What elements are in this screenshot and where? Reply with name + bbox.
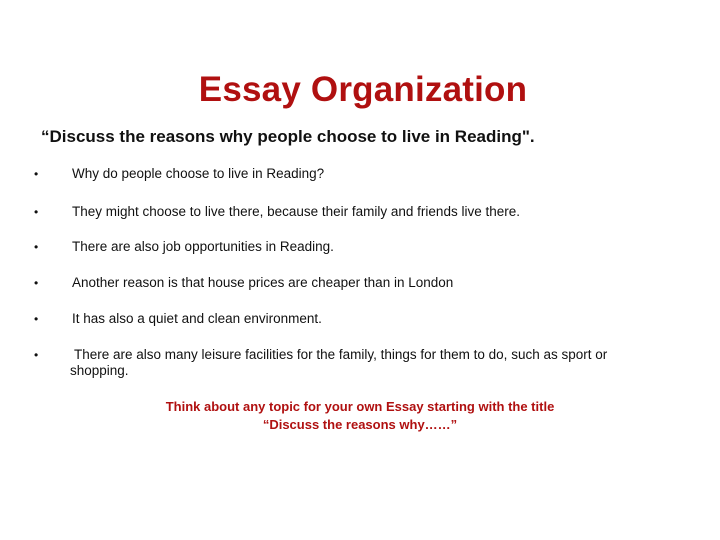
list-item: [34, 239, 654, 255]
list-item: [34, 275, 654, 291]
footer-line-1: Think about any topic for your own Essay starting with the title: [165, 399, 555, 414]
list-item: [34, 166, 654, 182]
list-item: [34, 311, 654, 327]
list-item: [34, 204, 654, 220]
bullet-icon: •: [34, 167, 39, 181]
bullet-icon: •: [34, 240, 39, 254]
list-item: [34, 347, 654, 379]
bullet-text: There are also many leisure facilities for the family, things for them to do, such as sport or shopping.: [70, 347, 608, 378]
bullet-text: They might choose to live there, because their family and friends live there.: [72, 204, 520, 219]
bullet-icon: •: [34, 205, 39, 219]
page-title: Essay Organization: [198, 70, 528, 109]
essay-question: “Discuss the reasons why people choose to live in Reading".: [41, 127, 535, 146]
bullet-text: There are also job opportunities in Reading.: [72, 239, 334, 254]
bullet-text: Another reason is that house prices are cheaper than in London: [72, 275, 454, 290]
footer-line-2: “Discuss the reasons why……”: [262, 417, 458, 432]
bullet-icon: •: [34, 312, 39, 326]
bullet-text: It has also a quiet and clean environment.: [72, 311, 322, 326]
footer-instruction: [0, 398, 720, 434]
bullet-icon: •: [34, 276, 39, 290]
bullet-icon: •: [34, 348, 39, 362]
bullet-text: Why do people choose to live in Reading?: [72, 166, 325, 181]
